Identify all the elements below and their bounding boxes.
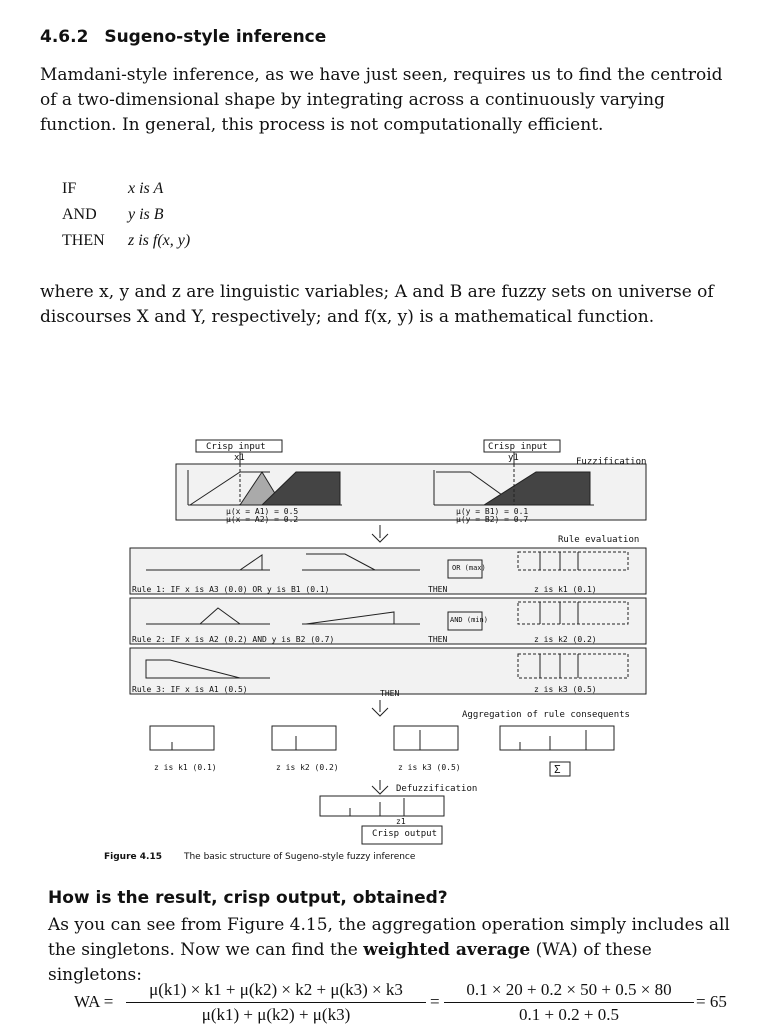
section-number: 4.6.2: [40, 27, 89, 47]
label-rule1-out: z is k1 (0.1): [534, 585, 597, 594]
defuzz-box: [320, 796, 444, 816]
label-y1: y1: [508, 453, 519, 463]
label-sigma: Σ: [554, 763, 561, 776]
caption-label: Figure 4.15: [104, 852, 162, 862]
formula-fraction-2: $\frac{0.1 \times 20 + 0.2 \times 50 + 0.5 \times 80}{0.1 + 0.2 + 0.5}$: [444, 980, 694, 1025]
label-then-1: THEN: [428, 585, 448, 594]
section-title: Sugeno-style inference: [104, 27, 327, 47]
agg-box-k3: [394, 726, 458, 750]
weighted-average-formula: [74, 980, 754, 1024]
label-crisp-input-x: Crisp input: [206, 442, 266, 452]
label-or: OR (max): [452, 564, 486, 572]
label-agg-k1: z is k1 (0.1): [154, 763, 217, 772]
weighted-average-term: weighted average: [363, 940, 531, 960]
figure-caption: [104, 852, 415, 862]
label-agg-k3: z is k3 (0.5): [398, 763, 461, 772]
agg-box-k2: [272, 726, 336, 750]
label-fuzzification: Fuzzification: [576, 457, 647, 467]
label-aggregation: Aggregation of rule consequents: [462, 710, 630, 720]
label-crisp-input-y: Crisp input: [488, 442, 548, 452]
sugeno-figure: [0, 430, 768, 870]
label-and: AND (min): [450, 616, 488, 624]
question-title: How is the result, crisp output, obtained?: [48, 888, 448, 908]
label-then-3: THEN: [380, 689, 400, 698]
label-crisp-output: Crisp output: [372, 829, 438, 839]
where-paragraph: where x, y and z are linguistic variables; A and B are fuzzy sets on universe of discourses X and Y, respectively; and f(x, y) is a mathematical function.: [40, 282, 714, 327]
label-rule-evaluation: Rule evaluation: [558, 535, 640, 545]
label-mu-a2: μ(x = A2) = 0.2: [226, 515, 299, 524]
formula-result: = 65: [696, 992, 727, 1011]
label-mu-b2: μ(y = B2) = 0.7: [456, 515, 529, 524]
label-then-2: THEN: [428, 635, 448, 644]
formula-lhs: WA =: [74, 992, 114, 1011]
section-heading: [40, 27, 326, 47]
intro-paragraph: Mamdani-style inference, as we have just seen, requires us to find the centroid of a two-dimensional shape by integrating across a continuously varying function. In general, this process is not computationally efficient.: [40, 65, 723, 135]
label-z1: z1: [396, 817, 406, 826]
label-rule1: Rule 1: IF x is A3 (0.0) OR y is B1 (0.1): [132, 585, 330, 594]
question-paragraph: As you can see from Figure 4.15, the aggregation operation simply includes all the singletons. Now we can find the weighted average (WA) of these singletons:: [48, 915, 730, 985]
rule-line-if: IF x is A: [62, 180, 164, 197]
label-rule3: Rule 3: IF x is A1 (0.5): [132, 685, 248, 694]
label-mu-a1: μ(x = A1) = 0.5: [226, 507, 299, 516]
agg-box-total: [500, 726, 614, 750]
rule-line-and: AND y is B: [62, 206, 164, 223]
formula-eq: =: [430, 992, 440, 1011]
rule-line-then: THEN z is f(x, y): [62, 232, 191, 249]
label-rule3-out: z is k3 (0.5): [534, 685, 597, 694]
formula-fraction-1: $\frac{\mu(k1) \times k1 + \mu(k2) \times k2 + \mu(k3) \times k3}{\mu(k1) + \mu(k2) + \mu(k3)}$: [126, 980, 426, 1025]
label-x1: x1: [234, 453, 245, 463]
label-defuzzification: Defuzzification: [396, 784, 478, 794]
agg-box-k1: [150, 726, 214, 750]
label-rule2: Rule 2: IF x is A2 (0.2) AND y is B2 (0.7): [132, 635, 335, 644]
caption-text: The basic structure of Sugeno-style fuzzy inference: [183, 852, 416, 862]
label-rule2-out: z is k2 (0.2): [534, 635, 597, 644]
label-agg-k2: z is k2 (0.2): [276, 763, 339, 772]
label-mu-b1: μ(y = B1) = 0.1: [456, 507, 529, 516]
rule-block: [62, 175, 190, 253]
